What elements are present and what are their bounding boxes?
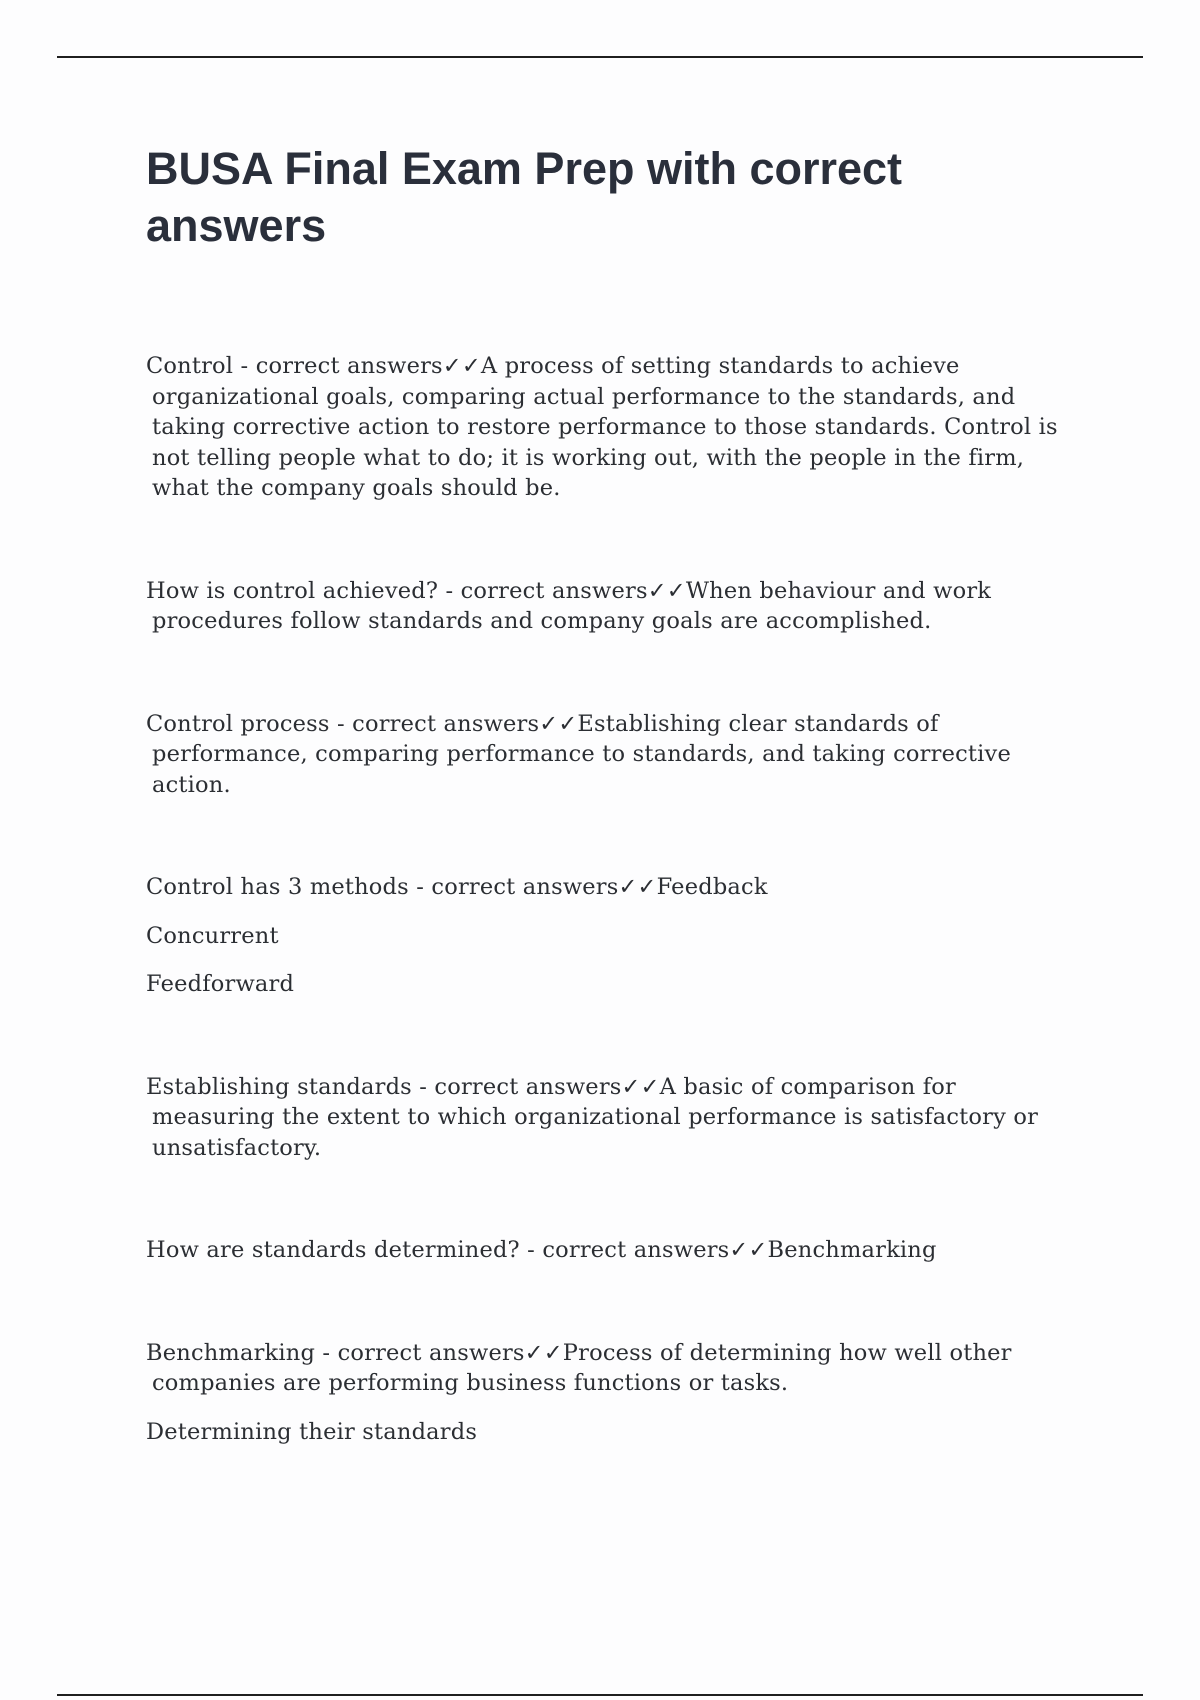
bottom-divider <box>57 1694 1143 1696</box>
qa-question-line: Control process - correct answers✓✓Establishing clear standards of <box>146 710 939 737</box>
qa-question-line: Benchmarking - correct answers✓✓Process of determining how well other <box>146 1339 1012 1366</box>
qa-question-line: How is control achieved? - correct answers✓✓When behaviour and work <box>146 577 992 604</box>
qa-entry <box>146 1338 1086 1448</box>
top-divider <box>57 56 1143 58</box>
qa-entry <box>146 872 1086 1000</box>
qa-extra-line: Feedforward <box>146 971 295 997</box>
qa-question-line: How are standards determined? - correct answers✓✓Benchmarking <box>146 1237 937 1263</box>
qa-extra-line: Determining their standards <box>146 1418 478 1445</box>
qa-entry <box>146 576 1086 637</box>
qa-answer-continuation: organizational goals, comparing actual performance to the standards, and taking corrective action to restore performance to those standards. Control is not telling people what to do; it is working out, with the people in the firm, what the company goals should be. <box>152 383 1058 501</box>
qa-entry <box>146 1072 1086 1164</box>
qa-answer-continuation: companies are performing business functions or tasks. <box>152 1370 789 1396</box>
qa-entry <box>146 1235 1086 1266</box>
qa-extra-line: Concurrent <box>146 922 279 949</box>
qa-question-line: Control - correct answers✓✓A process of setting standards to achieve <box>146 353 960 379</box>
document-body <box>146 140 1086 1447</box>
qa-entry <box>146 351 1086 504</box>
qa-answer-continuation: measuring the extent to which organizational performance is satisfactory or unsatisfactory. <box>152 1104 1039 1161</box>
qa-question-line: Establishing standards - correct answers✓✓A basic of comparison for <box>146 1073 956 1100</box>
qa-entry <box>146 709 1086 801</box>
qa-question-line: Control has 3 methods - correct answers✓✓Feedback <box>146 874 768 900</box>
qa-list <box>146 351 1086 1447</box>
qa-answer-continuation: procedures follow standards and company goals are accomplished. <box>152 608 932 634</box>
document-title: BUSA Final Exam Prep with correct answers <box>146 143 903 251</box>
qa-answer-continuation: performance, comparing performance to standards, and taking corrective action. <box>152 741 1011 798</box>
